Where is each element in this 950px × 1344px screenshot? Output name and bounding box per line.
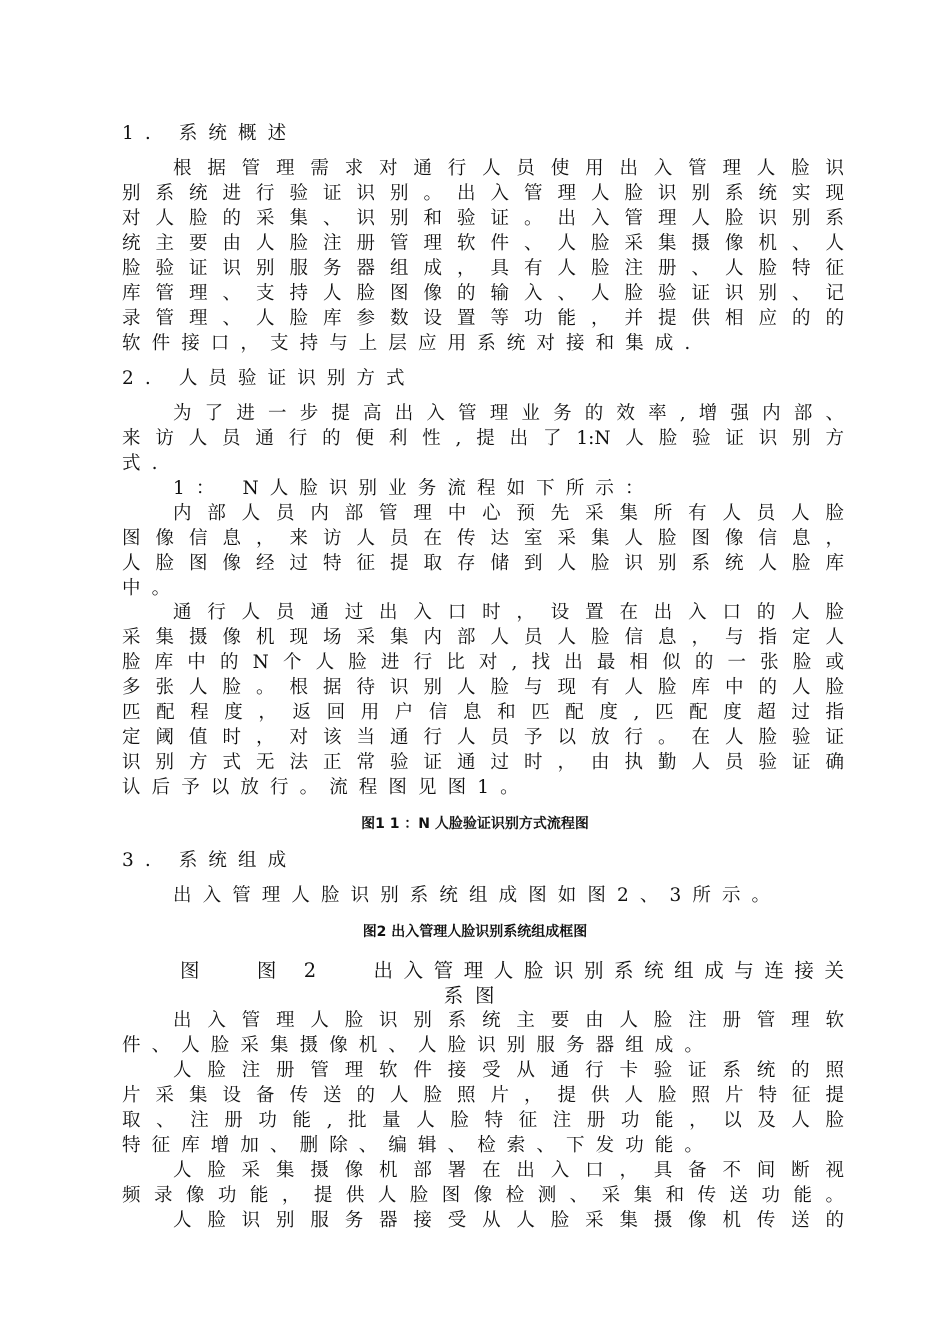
text-line: 软件接口，支持与上层应用系统对接和集成.	[122, 333, 702, 354]
text-line: 脸库中的N个人脸进行比对,找出最相似的一张脸或	[122, 652, 844, 673]
text-line: 录管理、人脸库参数设置等功能，并提供相应的的	[122, 308, 844, 329]
text-line: 出入管理人脸识别系统组成图如图2、3所示。	[173, 885, 782, 906]
text-line: 为了进一步提高出入管理业务的效率,增强内部、	[173, 403, 844, 424]
text-line: 别系统进行验证识别。出入管理人脸识别系统实现	[122, 183, 844, 204]
figure-caption: 图1 1 ：N 人脸验证识别方式流程图	[361, 816, 589, 832]
text-line: 识别方式无法正常验证通过时，由执勤人员验证确	[122, 752, 844, 773]
text-line: 通行人员通过出入口时，设置在出入口的人脸	[173, 602, 844, 623]
text-line: 件、人脸采集摄像机、人脸识别服务器组成。	[122, 1035, 715, 1056]
figure-caption: 图2 出入管理人脸识别系统组成框图	[362, 924, 588, 940]
text-line: 出入管理人脸识别系统主要由人脸注册管理软	[173, 1010, 844, 1031]
text-line: 中。	[122, 578, 182, 599]
text-line: 匹配程度，返回用户信息和匹配度,匹配度超过指	[122, 702, 844, 723]
text-line: 对人脸的采集、识别和验证。出入管理人脸识别系	[122, 208, 844, 229]
section-heading: 2. 人员验证识别方式	[122, 368, 416, 389]
text-line: 特征库增加、删除、编辑、检索、下发功能。	[122, 1135, 715, 1156]
text-line: 内部人员内部管理中心预先采集所有人员人脸	[173, 503, 844, 524]
text-line: 根据管理需求对通行人员使用出入管理人脸识	[173, 158, 844, 179]
text-line: 式.	[122, 453, 169, 474]
text-line: 片采集设备传送的人脸照片，提供人脸照片特征提	[122, 1085, 844, 1106]
figure-title: 系图	[443, 984, 507, 1007]
text-line: 频录像功能，提供人脸图像检测、采集和传送功能。	[122, 1185, 844, 1206]
text-line: 统主要由人脸注册管理软件、人脸采集摄像机、人	[122, 233, 844, 254]
text-line: 认后予以放行。流程图见图1。	[122, 777, 530, 798]
text-line: 采集摄像机现场采集内部人员人脸信息，与指定人	[122, 627, 844, 648]
text-line: 人脸识别服务器接受从人脸采集摄像机传送的	[173, 1210, 844, 1231]
text-line: 人脸注册管理软件接受从通行卡验证系统的照	[173, 1060, 844, 1081]
subheading: 1： N人脸识别业务流程如下所示：	[173, 478, 655, 499]
section-heading: 1. 系统概述	[122, 123, 298, 144]
text-line: 库管理、支持人脸图像的输入、人脸验证识别、记	[122, 283, 844, 304]
text-line: 人脸采集摄像机部署在出入口，具备不间断视	[173, 1160, 844, 1181]
text-line: 人脸图像经过特征提取存储到人脸识别系统人脸库	[122, 553, 844, 574]
text-line: 定阈值时，对该当通行人员予以放行。在人脸验证	[122, 727, 844, 748]
figure-title: 图 图 2 出入管理人脸识别系统组成与连接关	[180, 959, 844, 982]
section-heading: 3. 系统组成	[122, 850, 298, 871]
text-line: 来访人员通行的便利性,提出了1:N人脸验证识别方	[122, 428, 844, 449]
text-line: 取、注册功能,批量人脸特征注册功能，以及人脸	[122, 1110, 844, 1131]
text-line: 图像信息，来访人员在传达室采集人脸图像信息，	[122, 528, 844, 549]
text-line: 脸验证识别服务器组成，具有人脸注册、人脸特征	[122, 258, 844, 279]
text-line: 多张人脸。根据待识别人脸与现有人脸库中的人脸	[122, 677, 844, 698]
